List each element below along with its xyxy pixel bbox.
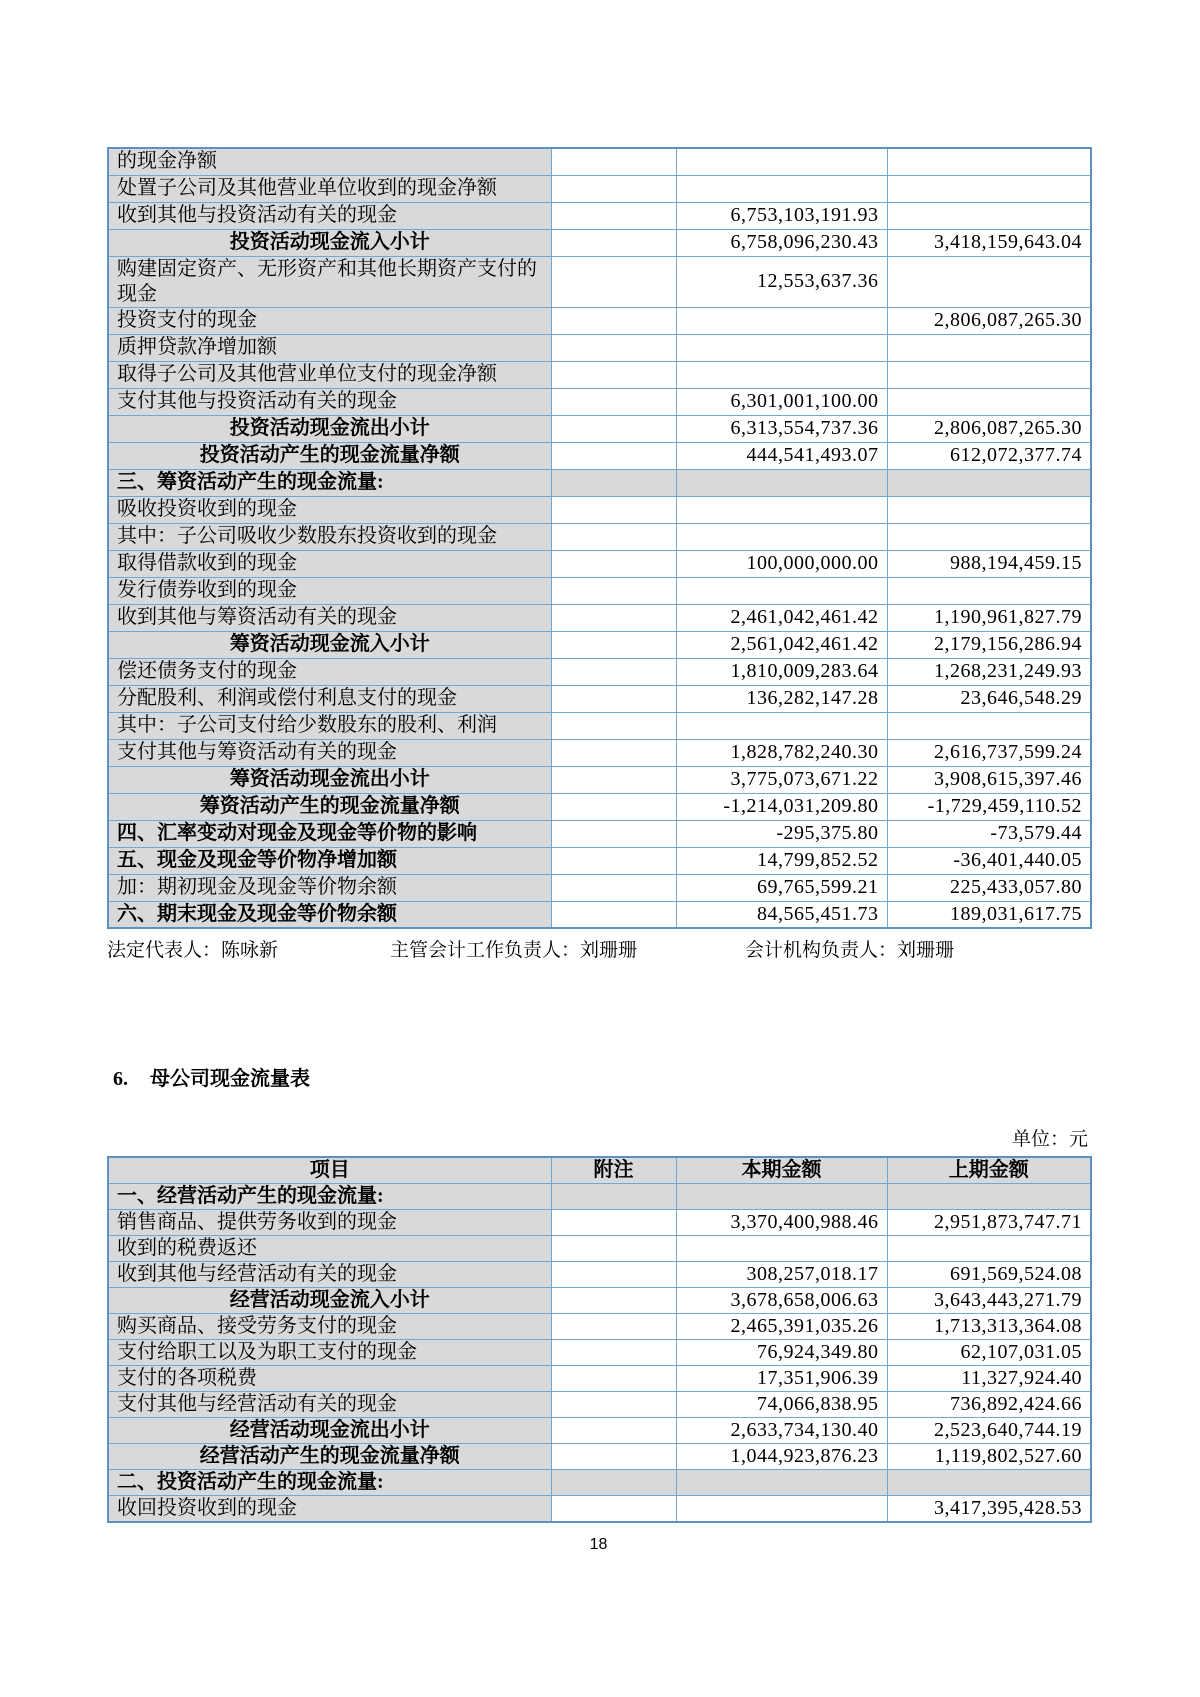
table-row [108,550,1091,577]
note-cell [551,1314,676,1340]
current-period-amount-cell: -295,375.80 [676,820,887,847]
parent-company-cash-flow-table [107,1156,1092,1523]
table-row [108,442,1091,469]
page-content [107,147,1090,1554]
prior-period-amount-cell: 2,179,156,286.94 [887,631,1091,658]
current-period-amount-cell [676,1470,887,1496]
table-row [108,1340,1091,1366]
item-label-cell: 处置子公司及其他营业单位收到的现金净额 [108,175,551,202]
current-period-amount-cell [676,334,887,361]
current-period-amount-cell: 1,828,782,240.30 [676,739,887,766]
item-label-cell: 购建固定资产、无形资产和其他长期资产支付的现金 [108,256,551,307]
current-period-amount-cell: 1,044,923,876.23 [676,1444,887,1470]
current-period-amount-cell: 2,461,042,461.42 [676,604,887,631]
note-cell [551,361,676,388]
table-row [108,1444,1091,1470]
table-row [108,604,1091,631]
consolidated-cash-flow-table-continued [107,147,1092,929]
accounting-department-head-signature: 会计机构负责人：刘珊珊 [745,940,955,961]
current-period-amount-cell: 14,799,852.52 [676,847,887,874]
current-period-amount-cell: -1,214,031,209.80 [676,793,887,820]
note-cell [551,442,676,469]
prior-period-amount-cell: -1,729,459,110.52 [887,793,1091,820]
item-label-cell: 偿还债务支付的现金 [108,658,551,685]
current-period-amount-cell [676,361,887,388]
header-prior-period-column: 上期金额 [887,1157,1091,1184]
current-period-amount-cell [676,496,887,523]
note-cell [551,523,676,550]
current-period-amount-cell: 2,465,391,035.26 [676,1314,887,1340]
note-cell [551,604,676,631]
prior-period-amount-cell: 11,327,924.40 [887,1366,1091,1392]
item-label-cell: 投资活动现金流出小计 [108,415,551,442]
current-period-amount-cell [676,712,887,739]
note-cell [551,577,676,604]
prior-period-amount-cell: -36,401,440.05 [887,847,1091,874]
table-row [108,496,1091,523]
table-row [108,334,1091,361]
prior-period-amount-cell: 988,194,459.15 [887,550,1091,577]
current-period-amount-cell [676,523,887,550]
prior-period-amount-cell [887,1236,1091,1262]
note-cell [551,1340,676,1366]
prior-period-amount-cell: 1,119,802,527.60 [887,1444,1091,1470]
prior-period-amount-cell: 3,417,395,428.53 [887,1496,1091,1523]
note-cell [551,1470,676,1496]
item-label-cell: 二、投资活动产生的现金流量: [108,1470,551,1496]
item-label-cell: 六、期末现金及现金等价物余额 [108,901,551,928]
item-label-cell: 加：期初现金及现金等价物余额 [108,874,551,901]
item-label-cell: 吸收投资收到的现金 [108,496,551,523]
current-period-amount-cell [676,1236,887,1262]
table-row [108,175,1091,202]
item-label-cell: 收到其他与筹资活动有关的现金 [108,604,551,631]
table-row [108,361,1091,388]
item-label-cell: 支付其他与投资活动有关的现金 [108,388,551,415]
note-cell [551,1236,676,1262]
current-period-amount-cell: 100,000,000.00 [676,550,887,577]
table-row [108,1366,1091,1392]
table-row [108,739,1091,766]
note-cell [551,307,676,334]
current-period-amount-cell: 74,066,838.95 [676,1392,887,1418]
prior-period-amount-cell [887,1470,1091,1496]
table-row [108,658,1091,685]
table-row [108,847,1091,874]
note-cell [551,658,676,685]
table-row [108,1496,1091,1523]
item-label-cell: 购买商品、接受劳务支付的现金 [108,1314,551,1340]
item-label-cell: 分配股利、利润或偿付利息支付的现金 [108,685,551,712]
prior-period-amount-cell: 2,523,640,744.19 [887,1418,1091,1444]
table-row [108,415,1091,442]
note-cell [551,820,676,847]
current-period-amount-cell: 6,758,096,230.43 [676,229,887,256]
note-cell [551,550,676,577]
prior-period-amount-cell [887,202,1091,229]
current-period-amount-cell [676,577,887,604]
table-row [108,577,1091,604]
table-row [108,1288,1091,1314]
prior-period-amount-cell [887,1184,1091,1210]
prior-period-amount-cell: 612,072,377.74 [887,442,1091,469]
current-period-amount-cell: 17,351,906.39 [676,1366,887,1392]
current-period-amount-cell: 76,924,349.80 [676,1340,887,1366]
note-cell [551,1210,676,1236]
current-period-amount-cell: 444,541,493.07 [676,442,887,469]
current-period-amount-cell [676,1496,887,1523]
header-current-period-column: 本期金额 [676,1157,887,1184]
table-row [108,1418,1091,1444]
note-cell [551,1184,676,1210]
signature-line [107,938,1090,964]
note-cell [551,1288,676,1314]
current-period-amount-cell [676,307,887,334]
prior-period-amount-cell: 1,190,961,827.79 [887,604,1091,631]
item-label-cell: 五、现金及现金等价物净增加额 [108,847,551,874]
item-label-cell: 筹资活动现金流出小计 [108,766,551,793]
item-label-cell: 投资支付的现金 [108,307,551,334]
table-row [108,469,1091,496]
note-cell [551,496,676,523]
section-number: 6. [113,1068,128,1090]
item-label-cell: 取得子公司及其他营业单位支付的现金净额 [108,361,551,388]
current-period-amount-cell: 69,765,599.21 [676,874,887,901]
item-label-cell: 投资活动现金流入小计 [108,229,551,256]
current-period-amount-cell [676,175,887,202]
prior-period-amount-cell [887,496,1091,523]
item-label-cell: 取得借款收到的现金 [108,550,551,577]
note-cell [551,175,676,202]
table-row [108,1262,1091,1288]
prior-period-amount-cell: 3,643,443,271.79 [887,1288,1091,1314]
table-row [108,631,1091,658]
table-row [108,307,1091,334]
note-cell [551,1366,676,1392]
current-period-amount-cell [676,469,887,496]
prior-period-amount-cell: 691,569,524.08 [887,1262,1091,1288]
prior-period-amount-cell [887,334,1091,361]
current-period-amount-cell: 308,257,018.17 [676,1262,887,1288]
current-period-amount-cell: 3,678,658,006.63 [676,1288,887,1314]
prior-period-amount-cell: 736,892,424.66 [887,1392,1091,1418]
note-cell [551,766,676,793]
prior-period-amount-cell: 2,806,087,265.30 [887,307,1091,334]
item-label-cell: 支付其他与筹资活动有关的现金 [108,739,551,766]
item-label-cell: 支付给职工以及为职工支付的现金 [108,1340,551,1366]
table-row [108,229,1091,256]
prior-period-amount-cell [887,577,1091,604]
table-row [108,1470,1091,1496]
prior-period-amount-cell [887,523,1091,550]
table-row [108,1184,1091,1210]
table-row [108,1314,1091,1340]
item-label-cell: 筹资活动产生的现金流量净额 [108,793,551,820]
note-cell [551,901,676,928]
prior-period-amount-cell [887,469,1091,496]
table-row [108,901,1091,928]
legal-representative-signature: 法定代表人：陈咏新 [107,940,279,961]
table-header-row [108,1157,1091,1184]
note-cell [551,712,676,739]
prior-period-amount-cell: 189,031,617.75 [887,901,1091,928]
table-row [108,874,1091,901]
note-cell [551,388,676,415]
table-row [108,523,1091,550]
item-label-cell: 收到其他与投资活动有关的现金 [108,202,551,229]
prior-period-amount-cell: 23,646,548.29 [887,685,1091,712]
item-label-cell: 支付的各项税费 [108,1366,551,1392]
item-label-cell: 销售商品、提供劳务收到的现金 [108,1210,551,1236]
item-label-cell: 四、汇率变动对现金及现金等价物的影响 [108,820,551,847]
current-period-amount-cell: 6,313,554,737.36 [676,415,887,442]
item-label-cell: 经营活动产生的现金流量净额 [108,1444,551,1470]
item-label-cell: 三、筹资活动产生的现金流量: [108,469,551,496]
current-period-amount-cell: 2,561,042,461.42 [676,631,887,658]
prior-period-amount-cell [887,256,1091,307]
chief-accounting-officer-signature: 主管会计工作负责人：刘珊珊 [390,940,638,961]
current-period-amount-cell: 84,565,451.73 [676,901,887,928]
note-cell [551,793,676,820]
table-row [108,1392,1091,1418]
item-label-cell: 收到其他与经营活动有关的现金 [108,1262,551,1288]
note-cell [551,415,676,442]
note-cell [551,1496,676,1523]
unit-label: 单位：元 [1011,1129,1088,1150]
item-label-cell: 的现金净额 [108,148,551,175]
current-period-amount-cell: 12,553,637.36 [676,256,887,307]
prior-period-amount-cell: 62,107,031.05 [887,1340,1091,1366]
item-label-cell: 筹资活动现金流入小计 [108,631,551,658]
current-period-amount-cell: 6,301,001,100.00 [676,388,887,415]
item-label-cell: 支付其他与经营活动有关的现金 [108,1392,551,1418]
note-cell [551,334,676,361]
note-cell [551,256,676,307]
current-period-amount-cell: 3,370,400,988.46 [676,1210,887,1236]
table-row [108,1210,1091,1236]
section-title: 母公司现金流量表 [150,1068,310,1090]
section-heading [107,1062,1090,1091]
item-label-cell: 其中：子公司吸收少数股东投资收到的现金 [108,523,551,550]
note-cell [551,685,676,712]
note-cell [551,202,676,229]
note-cell [551,874,676,901]
note-cell [551,1418,676,1444]
prior-period-amount-cell: 2,951,873,747.71 [887,1210,1091,1236]
item-label-cell: 质押贷款净增加额 [108,334,551,361]
item-label-cell: 收回投资收到的现金 [108,1496,551,1523]
note-cell [551,631,676,658]
table-row [108,685,1091,712]
table-row [108,766,1091,793]
prior-period-amount-cell [887,388,1091,415]
table-row [108,388,1091,415]
prior-period-amount-cell: 225,433,057.80 [887,874,1091,901]
prior-period-amount-cell [887,148,1091,175]
prior-period-amount-cell: -73,579.44 [887,820,1091,847]
prior-period-amount-cell: 3,418,159,643.04 [887,229,1091,256]
table-row [108,256,1091,307]
item-label-cell: 发行债券收到的现金 [108,577,551,604]
prior-period-amount-cell [887,175,1091,202]
current-period-amount-cell [676,1184,887,1210]
item-label-cell: 收到的税费返还 [108,1236,551,1262]
table-row [108,793,1091,820]
note-cell [551,1262,676,1288]
note-cell [551,739,676,766]
header-note-column: 附注 [551,1157,676,1184]
item-label-cell: 投资活动产生的现金流量净额 [108,442,551,469]
current-period-amount-cell: 2,633,734,130.40 [676,1418,887,1444]
note-cell [551,229,676,256]
prior-period-amount-cell: 2,806,087,265.30 [887,415,1091,442]
prior-period-amount-cell: 1,713,313,364.08 [887,1314,1091,1340]
prior-period-amount-cell: 3,908,615,397.46 [887,766,1091,793]
item-label-cell: 经营活动现金流出小计 [108,1418,551,1444]
prior-period-amount-cell: 2,616,737,599.24 [887,739,1091,766]
current-period-amount-cell: 1,810,009,283.64 [676,658,887,685]
table-row [108,1236,1091,1262]
header-item-column: 项目 [108,1157,551,1184]
table-row [108,712,1091,739]
prior-period-amount-cell: 1,268,231,249.93 [887,658,1091,685]
current-period-amount-cell: 6,753,103,191.93 [676,202,887,229]
note-cell [551,1444,676,1470]
note-cell [551,469,676,496]
note-cell [551,847,676,874]
item-label-cell: 其中：子公司支付给少数股东的股利、利润 [108,712,551,739]
item-label-cell: 一、经营活动产生的现金流量: [108,1184,551,1210]
table-row [108,148,1091,175]
current-period-amount-cell: 136,282,147.28 [676,685,887,712]
table-row [108,202,1091,229]
item-label-cell: 经营活动现金流入小计 [108,1288,551,1314]
current-period-amount-cell [676,148,887,175]
current-period-amount-cell: 3,775,073,671.22 [676,766,887,793]
table-row [108,820,1091,847]
note-cell [551,148,676,175]
page-number: 18 [589,1536,608,1553]
prior-period-amount-cell [887,712,1091,739]
note-cell [551,1392,676,1418]
prior-period-amount-cell [887,361,1091,388]
